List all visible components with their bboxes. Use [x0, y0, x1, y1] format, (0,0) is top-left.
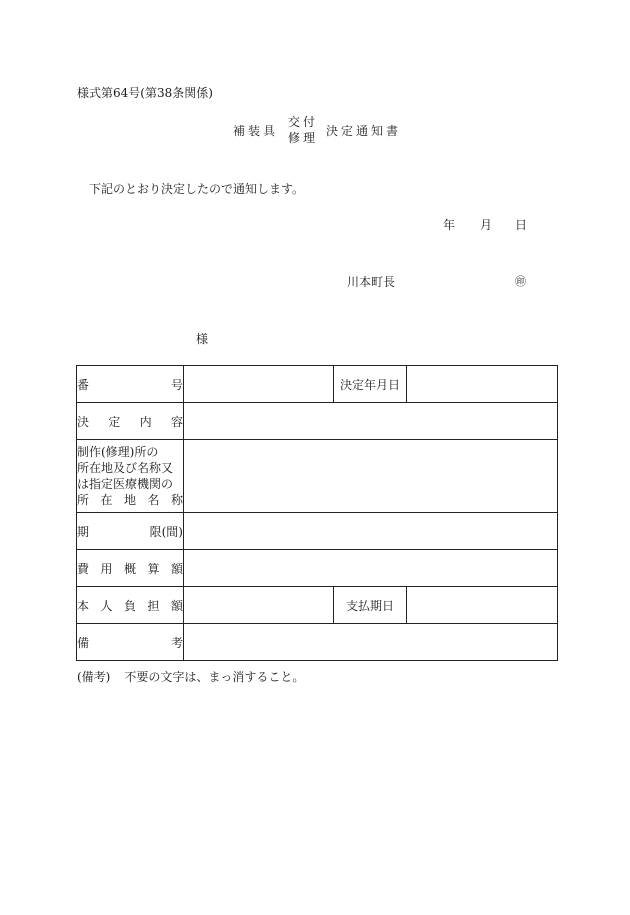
label-char: 番	[77, 377, 90, 392]
footnote-label: (備考)	[77, 670, 111, 684]
label-char: 容	[170, 414, 183, 429]
value-decision-date[interactable]	[407, 366, 558, 403]
issuer-name: 川本町長	[347, 275, 396, 289]
label-manufacturer	[77, 440, 184, 513]
label-char: 限(間)	[149, 524, 183, 539]
value-period[interactable]	[184, 513, 558, 550]
footnote	[77, 668, 304, 685]
label-char: 期	[77, 524, 90, 539]
value-number[interactable]	[184, 366, 334, 403]
label-char: 額	[170, 598, 183, 613]
label-estimated-cost	[77, 550, 184, 587]
label-period	[77, 513, 184, 550]
label-decision-date: 決定年月日	[334, 366, 407, 403]
label-char: 号	[170, 377, 183, 392]
seal-mark: ㊞	[515, 275, 526, 288]
title-suffix: 決定通知書	[326, 124, 402, 138]
form-number: 様式第64号(第38条関係)	[77, 86, 213, 100]
label-decision-content	[77, 403, 184, 440]
label-char: 負	[123, 598, 136, 613]
value-remarks[interactable]	[184, 624, 558, 661]
title-stack-bottom: 修理	[288, 131, 319, 145]
label-char: 本	[77, 598, 90, 613]
row-number	[77, 366, 558, 403]
label-number	[77, 366, 184, 403]
date-year: 年	[443, 218, 456, 232]
label-char: 地	[123, 493, 136, 507]
label-char: 在	[100, 493, 113, 507]
value-payment-date[interactable]	[407, 587, 558, 624]
label-char: 内	[139, 414, 152, 429]
label-char: 考	[170, 635, 183, 650]
value-estimated-cost[interactable]	[184, 550, 558, 587]
decision-table	[76, 365, 558, 661]
label-payment-date: 支払期日	[334, 587, 407, 624]
title-prefix: 補装具	[233, 124, 279, 138]
label-char: 人	[100, 598, 113, 613]
label-char: 担	[147, 598, 160, 613]
label-char: 定	[108, 414, 121, 429]
label-char: 称	[170, 493, 183, 507]
recipient-honorific: 様	[196, 332, 209, 346]
label-line: は指定医療機関の	[77, 477, 174, 491]
label-line: 制作(修理)所の	[77, 445, 159, 459]
label-char: 名	[147, 493, 160, 507]
label-char: 所	[77, 493, 90, 507]
date-month: 月	[480, 218, 493, 232]
row-period	[77, 513, 558, 550]
row-estimated-cost	[77, 550, 558, 587]
lead-text: 下記のとおり決定したので通知します。	[89, 182, 305, 196]
row-remarks	[77, 624, 558, 661]
footnote-text: 不要の文字は、まっ消すること。	[124, 670, 305, 684]
label-char: 用	[100, 561, 113, 576]
label-char: 概	[123, 561, 136, 576]
label-line: 所在地及び名称又	[77, 461, 174, 475]
label-remarks	[77, 624, 184, 661]
date-day: 日	[515, 218, 528, 232]
value-manufacturer[interactable]	[184, 440, 558, 513]
label-char: 決	[77, 414, 90, 429]
row-decision-content	[77, 403, 558, 440]
label-char: 算	[147, 561, 160, 576]
label-char: 費	[77, 561, 90, 576]
value-self-pay[interactable]	[184, 587, 334, 624]
label-self-pay	[77, 587, 184, 624]
row-self-pay	[77, 587, 558, 624]
title-stack	[288, 114, 318, 146]
value-decision-content[interactable]	[184, 403, 558, 440]
label-char: 額	[170, 561, 183, 576]
label-char: 備	[77, 635, 90, 650]
title-stack-top: 交付	[288, 115, 319, 129]
row-manufacturer	[77, 440, 558, 513]
